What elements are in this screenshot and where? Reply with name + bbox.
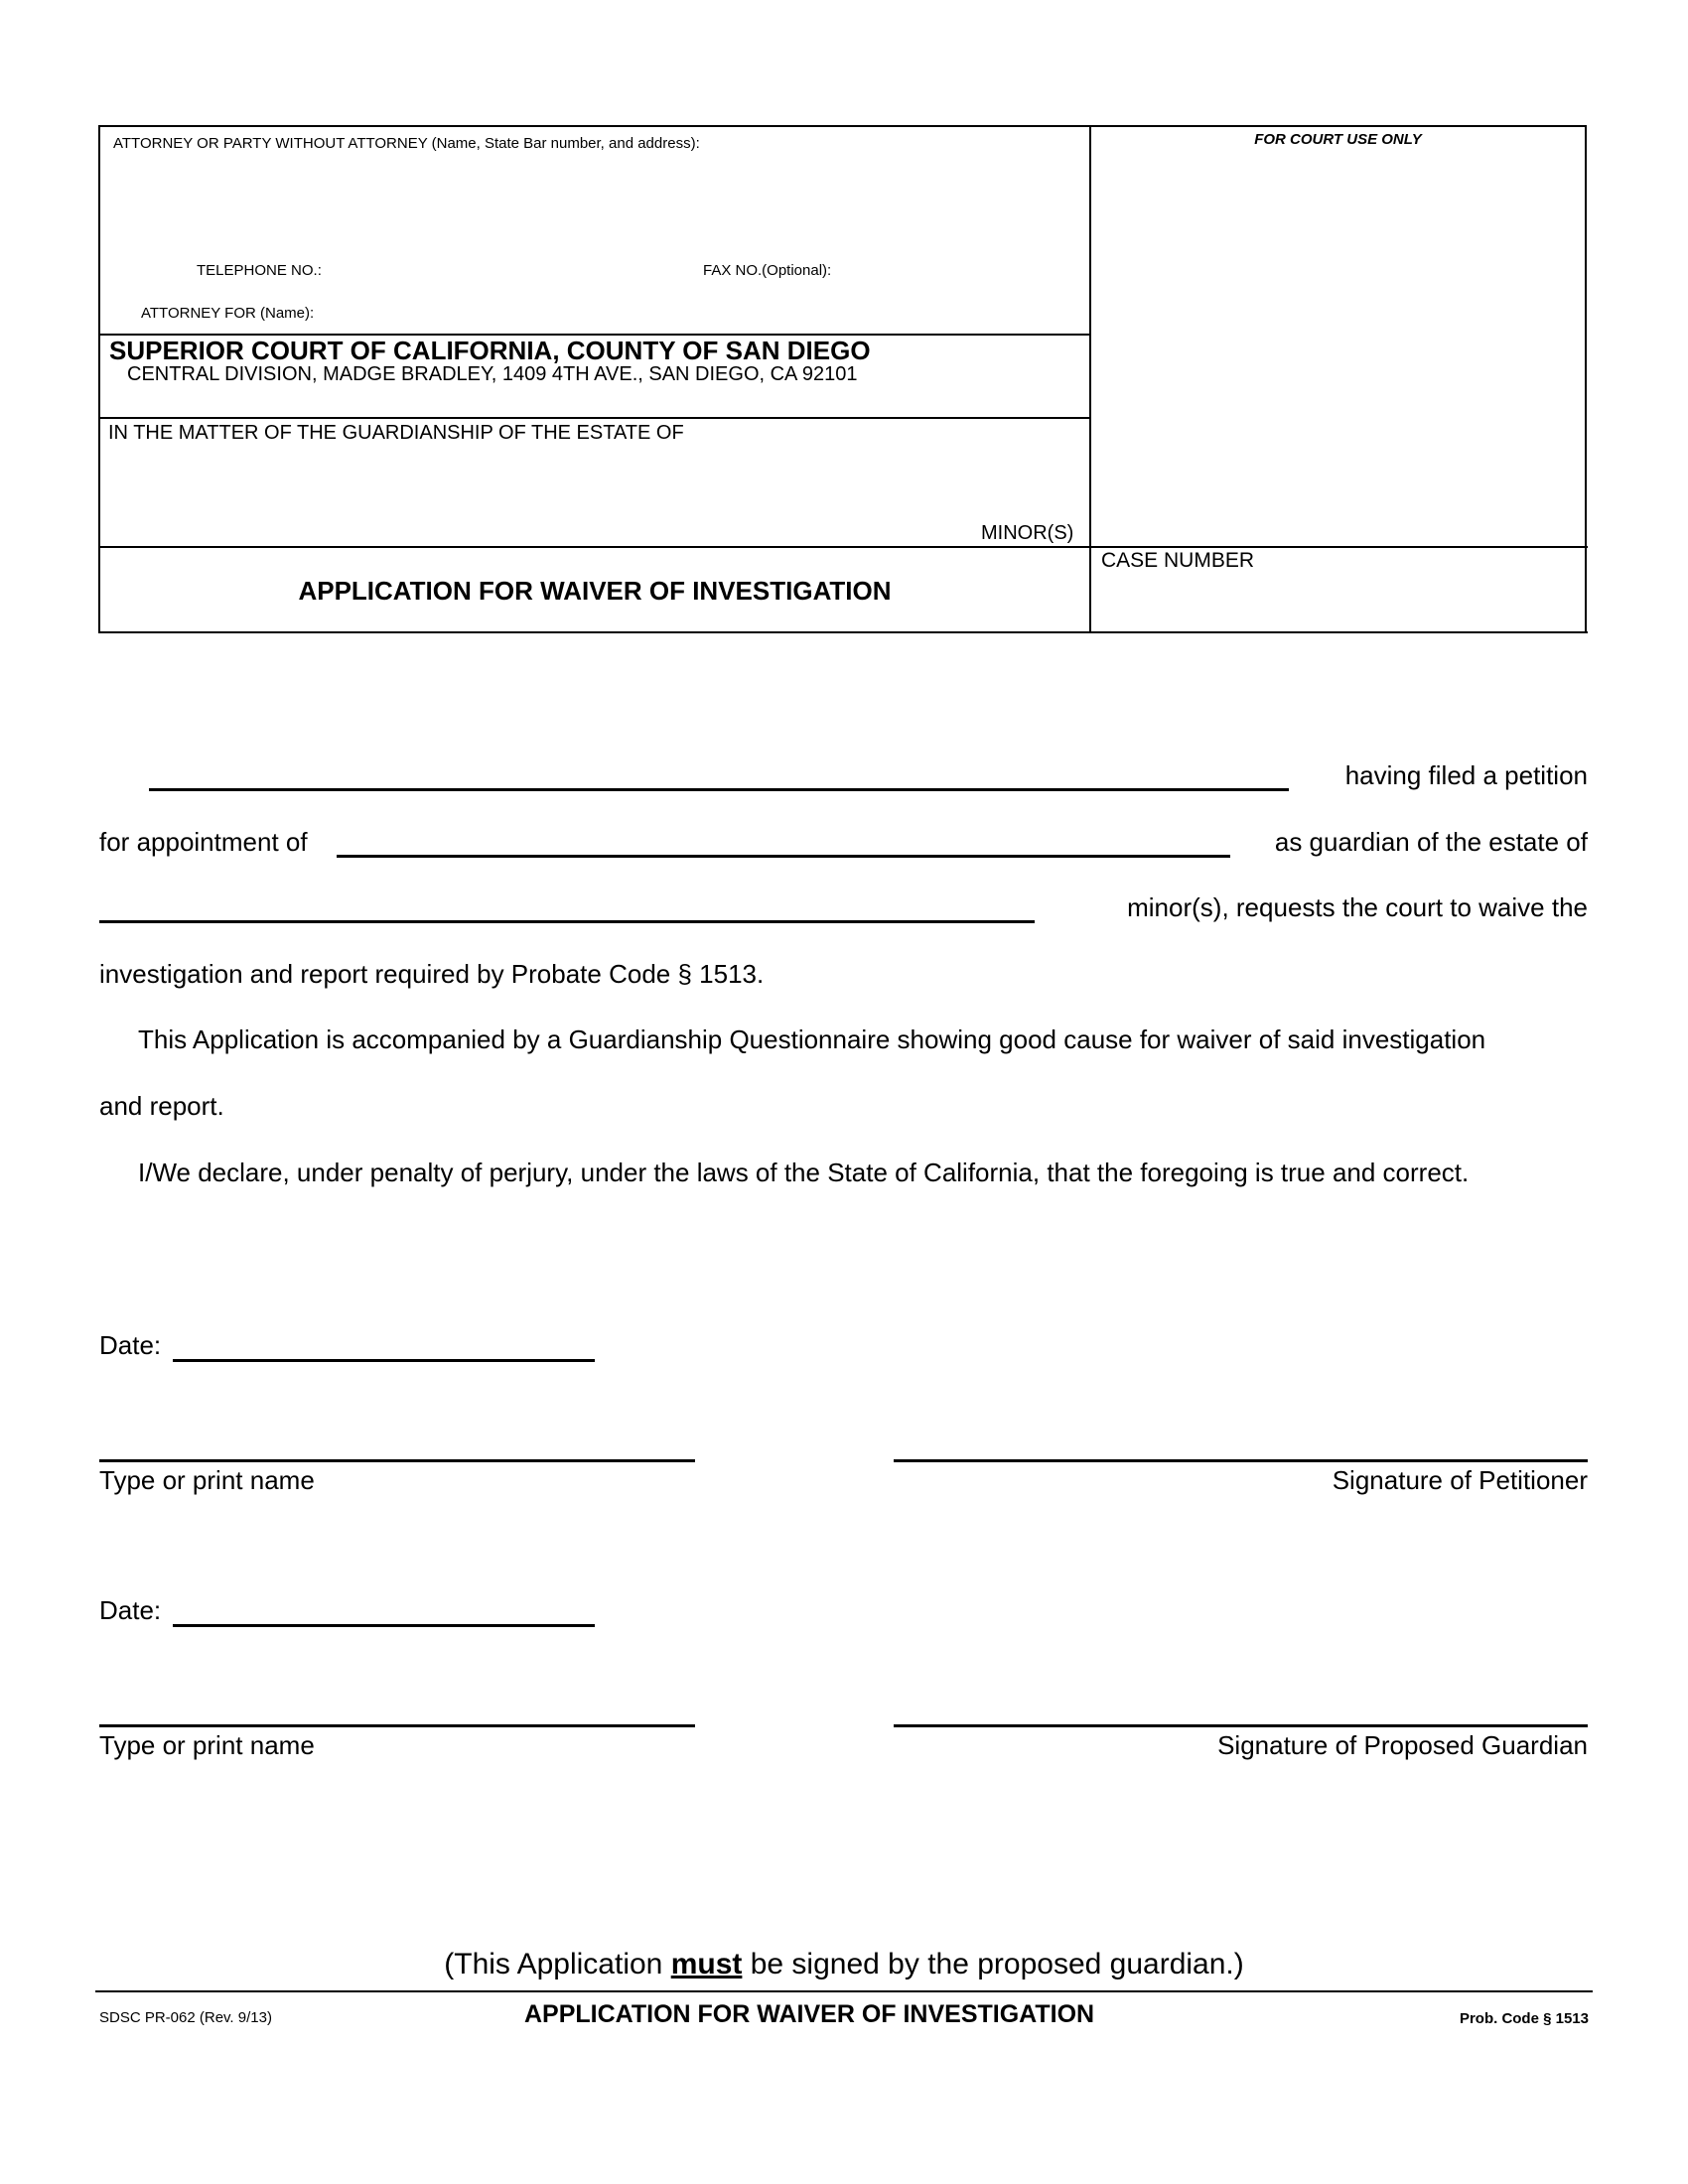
petitioner-name-input[interactable] bbox=[149, 752, 1297, 786]
print-name-line bbox=[99, 1724, 695, 1727]
court-name: SUPERIOR COURT OF CALIFORNIA, COUNTY OF SAN DIEGO bbox=[109, 336, 871, 365]
telephone-label: TELEPHONE NO.: bbox=[197, 262, 322, 279]
p1-text-a: having filed a petition bbox=[1344, 760, 1588, 790]
date-input[interactable] bbox=[173, 1324, 603, 1358]
guardian-signature-label: Signature of Proposed Guardian bbox=[1217, 1730, 1588, 1760]
p2-text-b: and report. bbox=[99, 1091, 224, 1121]
border-line bbox=[98, 631, 1588, 633]
guardian-signature-field[interactable] bbox=[894, 1690, 1588, 1723]
p1-text-c-suffix: minor(s), requests the court to waive the bbox=[1127, 892, 1588, 922]
border-line bbox=[98, 125, 1091, 127]
petitioner-name-line bbox=[149, 788, 1289, 791]
p1-text-d: investigation and report required by Probate Code § 1513. bbox=[99, 959, 765, 989]
p1-text-b-prefix: for appointment of bbox=[99, 827, 308, 857]
signing-notice bbox=[0, 1948, 1688, 1981]
print-name-input[interactable] bbox=[99, 1690, 703, 1723]
date-label: Date: bbox=[99, 1595, 162, 1625]
date-input[interactable] bbox=[173, 1589, 603, 1623]
footer-statute: Prob. Code § 1513 bbox=[1459, 2010, 1589, 2027]
border-line bbox=[1089, 125, 1091, 632]
notice-suffix: be signed by the proposed guardian.) bbox=[742, 1948, 1244, 1980]
p3-text: I/We declare, under penalty of perjury, under the laws of the State of California, that the foregoing is true and correct. bbox=[138, 1158, 1470, 1187]
print-name-input[interactable] bbox=[99, 1425, 703, 1458]
divider-line bbox=[98, 417, 1091, 419]
footer-form-title: APPLICATION FOR WAIVER OF INVESTIGATION bbox=[524, 2000, 1095, 2028]
date-line bbox=[173, 1359, 595, 1362]
date-line bbox=[173, 1624, 595, 1627]
attorney-label: ATTORNEY OR PARTY WITHOUT ATTORNEY (Name, State Bar number, and address): bbox=[113, 135, 700, 152]
p2-text-a: This Application is accompanied by a Guardianship Questionnaire showing good cause for waiver of said investigation bbox=[138, 1024, 1486, 1054]
court-address: CENTRAL DIVISION, MADGE BRADLEY, 1409 4TH AVE., SAN DIEGO, CA 92101 bbox=[127, 363, 858, 385]
print-name-line bbox=[99, 1459, 695, 1462]
date-label: Date: bbox=[99, 1330, 162, 1360]
minor-name-line bbox=[99, 920, 1035, 923]
case-number-input[interactable] bbox=[1101, 586, 1586, 621]
notice-emphasis: must bbox=[670, 1948, 743, 1980]
petitioner-signature-label: Signature of Petitioner bbox=[1332, 1465, 1588, 1495]
form-code: SDSC PR-062 (Rev. 9/13) bbox=[99, 2009, 272, 2026]
petitioner-signature-field[interactable] bbox=[894, 1425, 1588, 1458]
attorney-for-label: ATTORNEY FOR (Name): bbox=[141, 305, 315, 322]
court-use-label: FOR COURT USE ONLY bbox=[1254, 131, 1422, 148]
matter-label: IN THE MATTER OF THE GUARDIANSHIP OF THE ESTATE OF bbox=[108, 422, 684, 444]
minor-label: MINOR(S) bbox=[981, 522, 1074, 544]
notice-prefix: (This Application bbox=[444, 1948, 671, 1980]
print-name-label: Type or print name bbox=[99, 1465, 315, 1495]
print-name-label: Type or print name bbox=[99, 1730, 315, 1760]
minor-name-input[interactable] bbox=[99, 885, 1043, 918]
border-line bbox=[1089, 125, 1587, 127]
guardian-name-input[interactable] bbox=[337, 819, 1238, 853]
case-number-label: CASE NUMBER bbox=[1101, 549, 1255, 572]
p1-text-b-suffix: as guardian of the estate of bbox=[1274, 827, 1588, 857]
guardian-name-line bbox=[337, 855, 1230, 858]
divider-line bbox=[98, 546, 1588, 548]
petitioner-signature-line bbox=[894, 1459, 1588, 1462]
form-title: APPLICATION FOR WAIVER OF INVESTIGATION bbox=[298, 576, 892, 606]
border-line bbox=[98, 125, 100, 632]
border-line bbox=[1585, 125, 1587, 632]
guardian-signature-line bbox=[894, 1724, 1588, 1727]
footer-rule bbox=[95, 1990, 1593, 1992]
fax-label: FAX NO.(Optional): bbox=[703, 262, 832, 279]
